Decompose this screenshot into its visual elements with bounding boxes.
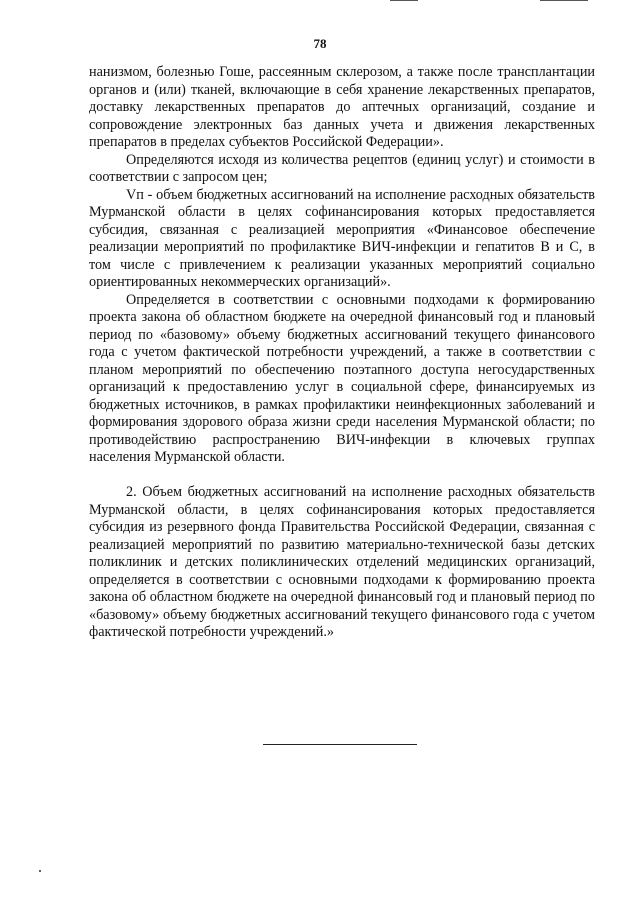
header-rule-right	[540, 0, 588, 1]
paragraph-determination-basic-approaches: Определяется в соответствии с основными подходами к формированию проекта закона об областном бюджете на очередной финансовый год и плановый период по «базовому» объему бюджетных ассигнований текущего финансового года с учетом фактической потребности учреждений, а также в соответствии с планом мероприятий по обеспечению поэтапного доступа негосударственных организаций к предоставлению услуг в социальной сфере, финансируемых из бюджетных источников, в рамках профилактики неинфекционных заболеваний и формирования здорового образа жизни среди населения Мурманской области; по противодействию распространению ВИЧ-инфекции в ключевых группах населения Мурманской области.	[89, 291, 595, 465]
paragraph-vp-definition: Vп - объем бюджетных ассигнований на исполнение расходных обязательств Мурманской области в целях софинансирования которых предоставляется субсидия, связанная с реализацией мероприятия «Финансовое обеспечение реализации мероприятий по профилактике ВИЧ-инфекции и гепатитов В и С, в том числе с привлечением к реализации указанных мероприятий социально ориентированных некоммерческих организаций».	[89, 186, 595, 290]
scan-speck	[39, 870, 41, 872]
paragraph-item-2: 2. Объем бюджетных ассигнований на исполнение расходных обязательств Мурманской области, в целях софинансирования которых предоставляется субсидия из резервного фонда Правительства Российской Федерации, связанная с реализацией мероприятий по развитию материально-технической базы детских поликлиник и детских поликлинических отделений медицинских организаций, определяется в соответствии с основными подходами к формированию проекта закона об областном бюджете на очередной финансовый год и плановый период по «базовому» объему бюджетных ассигнований текущего финансового года с учетом фактической потребности учреждений.»	[89, 484, 595, 640]
paragraph-continuation: нанизмом, болезнью Гоше, рассеянным склерозом, а также после трансплантации органов и (или) тканей, включающие в себя хранение лекарственных препаратов, доставку лекарственных препаратов до аптечных организаций, создание и сопровождение электронных баз данных учета и движения лекарственных препаратов в пределах субъектов Российской Федерации».	[89, 64, 595, 150]
paragraph-determination-recipes: Определяются исходя из количества рецептов (единиц услуг) и стоимости в соответствии с запросом цен;	[89, 151, 595, 185]
header-rule-left	[390, 0, 418, 1]
document-body	[89, 64, 595, 642]
page-number: 78	[313, 36, 327, 51]
end-of-text-rule	[263, 744, 417, 745]
